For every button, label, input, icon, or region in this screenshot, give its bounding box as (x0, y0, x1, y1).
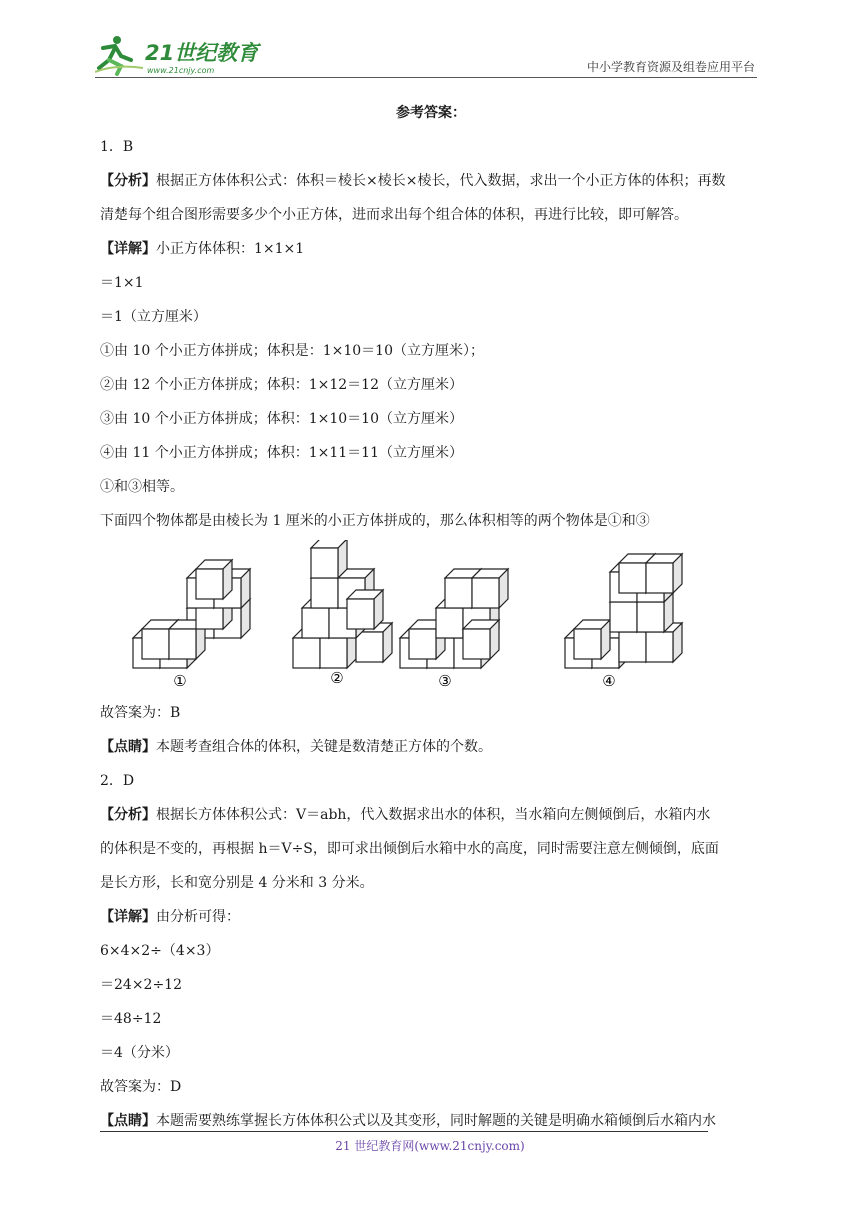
q1-detail-2: ＝1×1 (100, 275, 144, 291)
q1-detail-tag: 【详解】 (100, 241, 156, 257)
q1-analysis-text-1: 根据正方体体积公式：体积＝棱长×棱长×棱长，代入数据，求出一个小正方体的体积；再数 (156, 173, 726, 189)
q2-detail-text-1: 由分析可得： (156, 909, 240, 925)
q1-detail-text-1: 小正方体体积：1×1×1 (156, 241, 305, 257)
q1-answer: 1．B (100, 139, 134, 155)
q2-detail-2: 6×4×2÷（4×3） (100, 943, 220, 959)
q1-analysis-tag: 【分析】 (100, 173, 156, 189)
q2-point-text: 本题需要熟练掌握长方体体积公式以及其变形，同时解题的关键是明确水箱倾倒后水箱内水 (156, 1113, 716, 1129)
q2-detail-5: ＝4（分米） (100, 1045, 179, 1061)
platform-name: 中小学教育资源及组卷应用平台 (586, 60, 755, 74)
q2-point (100, 1104, 762, 1138)
q1-analysis-2: 清楚每个组合图形需要多少个小正方体，进而求出每个组合体的体积，再进行比较，即可解答。 (100, 207, 688, 223)
header-divider (95, 77, 757, 78)
q1-detail-6: ③由 10 个小正方体拼成；体积：1×10＝10（立方厘米） (100, 411, 463, 427)
figure-3-label: ③ (438, 672, 452, 690)
q2-analysis-text-1: 根据长方体体积公式：V＝abh，代入数据求出水的体积，当水箱向左侧倾倒后，水箱内水 (156, 807, 711, 823)
q1-conclusion: 故答案为：B (100, 705, 181, 721)
cube-figure (100, 540, 762, 690)
runner-icon (95, 36, 143, 74)
logo-url: www.21cnjy.com (147, 66, 215, 75)
q2-analysis-3: 是长方形，长和宽分别是 4 分米和 3 分米。 (100, 875, 374, 891)
q2-analysis-tag: 【分析】 (100, 807, 156, 823)
q1-point-text: 本题考查组合体的体积，关键是数清楚正方体的个数。 (156, 739, 492, 755)
logo (95, 34, 265, 76)
logo-title: 21世纪教育 (145, 41, 259, 65)
footer-divider (100, 1131, 708, 1132)
q1-detail-9: 下面四个物体都是由棱长为 1 厘米的小正方体拼成的，那么体积相等的两个物体是①和③ (100, 513, 650, 529)
figure-3-shape (400, 569, 508, 668)
q1-detail-5: ②由 12 个小正方体拼成；体积：1×12＝12（立方厘米） (100, 377, 463, 393)
q1-analysis-1 (100, 164, 762, 198)
figure-4-label: ④ (602, 672, 616, 690)
q1-detail-8: ①和③相等。 (100, 479, 184, 495)
cube-figure-svg (100, 540, 700, 690)
q1-detail-7: ④由 11 个小正方体拼成；体积：1×11＝11（立方厘米） (100, 445, 463, 461)
q1-point-tag: 【点睛】 (100, 739, 156, 755)
q2-answer: 2．D (100, 773, 135, 789)
q2-point-tag: 【点睛】 (100, 1113, 156, 1129)
q2-detail-3: ＝24×2÷12 (100, 977, 182, 993)
page-footer: 21 世纪教育网(www.21cnjy.com) (335, 1139, 525, 1153)
q1-detail-4: ①由 10 个小正方体拼成；体积是：1×10＝10（立方厘米）； (100, 343, 484, 359)
q2-detail-1 (100, 900, 762, 934)
figure-2-shape (293, 540, 392, 668)
answer-content (100, 96, 762, 1138)
q1-point (100, 730, 762, 764)
q2-analysis-2: 的体积是不变的，再根据 h＝V÷S，即可求出倾倒后水箱中水的高度，同时需要注意左侧倾倒，底面 (100, 841, 719, 857)
page-header (95, 30, 755, 80)
figure-1-label: ① (173, 672, 187, 690)
q2-analysis-1 (100, 798, 762, 832)
q2-detail-tag: 【详解】 (100, 909, 156, 925)
figure-2-label: ② (330, 669, 344, 687)
q1-detail-3: ＝1（立方厘米） (100, 309, 207, 325)
q1-detail-1 (100, 232, 762, 266)
q2-conclusion: 故答案为：D (100, 1079, 182, 1095)
q2-detail-4: ＝48÷12 (100, 1011, 162, 1027)
page-title: 参考答案： (396, 105, 466, 121)
figure-1-shape (133, 560, 250, 668)
figure-4-shape (565, 554, 682, 668)
